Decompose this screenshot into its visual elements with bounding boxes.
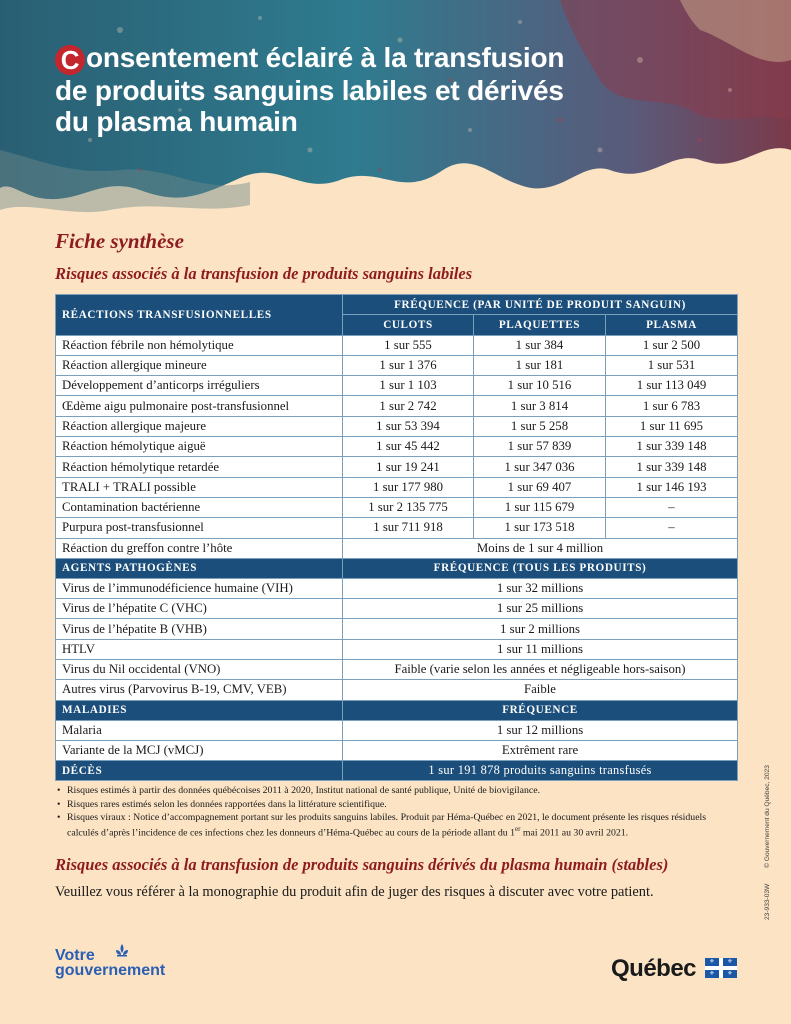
section-header-agents (56, 558, 738, 578)
culots-value: 1 sur 53 394 (343, 416, 474, 436)
table-row (56, 355, 738, 375)
section-deces (56, 761, 738, 781)
agent-value: 1 sur 2 millions (343, 619, 738, 639)
reaction-label: Réaction allergique majeure (56, 416, 343, 436)
plasma-value: 1 sur 2 500 (606, 335, 738, 355)
agent-value: Faible (varie selon les années et négligeable hors-saison) (343, 660, 738, 680)
title-line-1-text: onsentement éclairé à la transfusion (86, 42, 565, 73)
culots-value: 1 sur 2 742 (343, 396, 474, 416)
footnote-2: • Risques rares estimés selon les données rapportées dans la littérature scientifique. (57, 799, 737, 811)
footnote-3 (57, 812, 737, 838)
agent-label: Autres virus (Parvovirus B-19, CMV, VEB) (56, 680, 343, 700)
table-row (56, 396, 738, 416)
maladie-label: Variante de la MCJ (vMCJ) (56, 740, 343, 760)
plaquettes-value: 1 sur 115 679 (474, 497, 606, 517)
agent-value: 1 sur 11 millions (343, 639, 738, 659)
gvh-value: Moins de 1 sur 4 million (343, 538, 738, 558)
plaquettes-value: 1 sur 10 516 (474, 376, 606, 396)
footnote-3-text-a: Risques viraux : Notice d’accompagnement portant sur les produits sanguins labiles. Produit par Héma-Québec en 2021, le document présente les risques résiduels calculés d’après l’incidence de ces infections chez les donneurs d’Héma-Québec au cours de la période allant du 1 (67, 812, 707, 839)
reaction-label: Réaction hémolytique aiguë (56, 437, 343, 457)
side-publication-info (764, 751, 771, 920)
reaction-label: Œdème aigu pulmonaire post-transfusionnel (56, 396, 343, 416)
header-plasma: PLASMA (606, 315, 738, 335)
plasma-value: 1 sur 113 049 (606, 376, 738, 396)
table-row (56, 680, 738, 700)
plaquettes-value: 1 sur 384 (474, 335, 606, 355)
table-row (56, 599, 738, 619)
plaquettes-value: 1 sur 69 407 (474, 477, 606, 497)
reaction-label: Développement d’anticorps irréguliers (56, 376, 343, 396)
agent-value: 1 sur 32 millions (343, 578, 738, 598)
reaction-label: Réaction fébrile non hémolytique (56, 335, 343, 355)
header-reactions: RÉACTIONS TRANSFUSIONNELLES (56, 295, 343, 336)
quebec-logo-text[interactable]: Québec (611, 955, 697, 982)
reaction-label: Réaction allergique mineure (56, 355, 343, 375)
culots-value: 1 sur 1 103 (343, 376, 474, 396)
header-maladies: MALADIES (56, 700, 343, 720)
header-culots: CULOTS (343, 315, 474, 335)
agent-value: Faible (343, 680, 738, 700)
culots-value: 1 sur 2 135 775 (343, 497, 474, 517)
header-agents: AGENTS PATHOGÈNES (56, 558, 343, 578)
heading-fiche-synthese: Fiche synthèse (55, 229, 184, 253)
culots-value: 1 sur 1 376 (343, 355, 474, 375)
reaction-label: Réaction hémolytique retardée (56, 457, 343, 477)
plaquettes-value: 1 sur 181 (474, 355, 606, 375)
deces-value: 1 sur 191 878 produits sanguins transfusés (343, 761, 738, 781)
votre-line-2: gouvernement (55, 962, 166, 979)
header-maladies-frequence: FRÉQUENCE (343, 700, 738, 720)
header-deces: DÉCÈS (56, 761, 343, 781)
table-row (56, 660, 738, 680)
title-line-2: de produits sanguins labiles et dérivés (55, 75, 564, 106)
plaquettes-value: 1 sur 173 518 (474, 518, 606, 538)
plaquettes-value: 1 sur 3 814 (474, 396, 606, 416)
votre-gouvernement-logo[interactable] (55, 948, 165, 978)
table-row (56, 457, 738, 477)
agent-value: 1 sur 25 millions (343, 599, 738, 619)
plaquettes-value: 1 sur 57 839 (474, 437, 606, 457)
header-plaquettes: PLAQUETTES (474, 315, 606, 335)
table-row (56, 740, 738, 760)
header-frequence: FRÉQUENCE (PAR UNITÉ DE PRODUIT SANGUIN) (343, 295, 738, 315)
maladie-label: Malaria (56, 720, 343, 740)
plaquettes-value: 1 sur 5 258 (474, 416, 606, 436)
table-row (56, 619, 738, 639)
table-row (56, 518, 738, 538)
plasma-value: 1 sur 146 193 (606, 477, 738, 497)
risk-table (55, 294, 738, 781)
table-row (56, 578, 738, 598)
reference-paragraph: Veuillez vous référer à la monographie du produit afin de juger des risques à discuter avec votre patient. (55, 884, 654, 900)
reaction-label: Contamination bactérienne (56, 497, 343, 517)
plasma-value: 1 sur 339 148 (606, 457, 738, 477)
table-header-row-1 (56, 295, 738, 315)
agent-label: Virus de l’hépatite B (VHB) (56, 619, 343, 639)
agent-label: HTLV (56, 639, 343, 659)
footnote-1: • Risques estimés à partir des données québécoises 2011 à 2020, Institut national de santé publique, Unité de biovigilance. (57, 785, 737, 797)
header-agents-frequence: FRÉQUENCE (TOUS LES PRODUITS) (343, 558, 738, 578)
title-line-3: du plasma humain (55, 106, 298, 137)
table-row (56, 538, 738, 558)
culots-value: 1 sur 177 980 (343, 477, 474, 497)
table-row (56, 720, 738, 740)
heading-stables: Risques associés à la transfusion de produits sanguins dérivés du plasma humain (stables) (55, 855, 669, 874)
table-row (56, 376, 738, 396)
table-row (56, 639, 738, 659)
heading-labiles: Risques associés à la transfusion de produits sanguins labiles (55, 264, 473, 283)
culots-value: 1 sur 45 442 (343, 437, 474, 457)
table-row (56, 335, 738, 355)
agent-label: Virus du Nil occidental (VNO) (56, 660, 343, 680)
footnotes (57, 785, 737, 841)
document-title (55, 42, 695, 137)
maladie-value: Extrêment rare (343, 740, 738, 760)
culots-value: 1 sur 19 241 (343, 457, 474, 477)
reaction-label: Purpura post-transfusionnel (56, 518, 343, 538)
plasma-value: – (606, 497, 738, 517)
footnote-3-sup: er (515, 824, 521, 833)
publication-code: 23-933-03W (764, 883, 771, 920)
reaction-label: Réaction du greffon contre l’hôte (56, 538, 343, 558)
title-line-1 (55, 42, 695, 75)
plasma-value: 1 sur 531 (606, 355, 738, 375)
agent-label: Virus de l’hépatite C (VHC) (56, 599, 343, 619)
fleur-de-lis-icon (115, 944, 129, 960)
section-header-maladies (56, 700, 738, 720)
footnote-3-text-b: mai 2011 au 30 avril 2021. (520, 827, 629, 839)
table-row (56, 437, 738, 457)
maladie-value: 1 sur 12 millions (343, 720, 738, 740)
reaction-label: TRALI + TRALI possible (56, 477, 343, 497)
copyright-text: © Gouvernement du Québec, 2023 (764, 765, 771, 868)
agent-label: Virus de l’immunodéficience humaine (VIH) (56, 578, 343, 598)
plaquettes-value: 1 sur 347 036 (474, 457, 606, 477)
table-row (56, 477, 738, 497)
plasma-value: – (606, 518, 738, 538)
votre-line-1: Votre (55, 947, 95, 964)
quebec-flag-icon: ⚜ ⚜ ⚜ ⚜ (705, 958, 737, 978)
plasma-value: 1 sur 6 783 (606, 396, 738, 416)
table-row (56, 416, 738, 436)
plasma-value: 1 sur 11 695 (606, 416, 738, 436)
culots-value: 1 sur 711 918 (343, 518, 474, 538)
table-row (56, 497, 738, 517)
title-cap-letter: C (55, 45, 85, 75)
plasma-value: 1 sur 339 148 (606, 437, 738, 457)
culots-value: 1 sur 555 (343, 335, 474, 355)
